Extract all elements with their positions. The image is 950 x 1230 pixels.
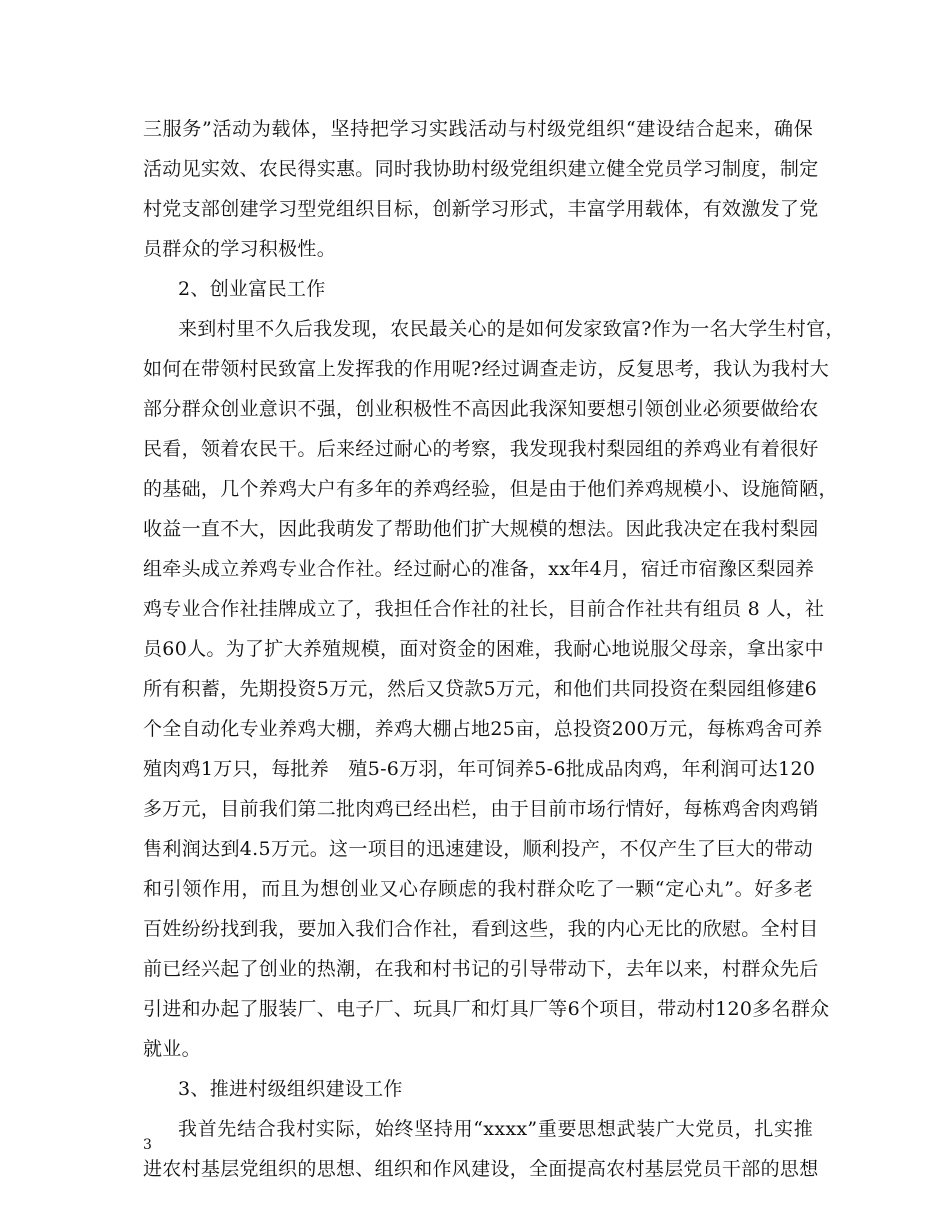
text-line: 的基础，几个养鸡大户有多年的养鸡经验，但是由于他们养鸡规模小、设施简陋， (143, 478, 838, 500)
text-line: 售利润达到4.5万元。这一项目的迅速建设，顺利投产，不仅产生了巨大的带动 (143, 838, 813, 860)
text-line: 活动见实效、农民得实惠。同时我协助村级党组织建立健全党员学习制度，制定 (143, 158, 819, 180)
text-line: 员群众的学习积极性。 (143, 238, 337, 260)
text-line: 和引领作用，而且为想创业又心存顾虑的我村群众吃了一颗“定心丸”。好多老 (143, 878, 813, 900)
text-line: 部分群众创业意识不强，创业积极性不高因此我深知要想引领创业必须要做给农 (143, 398, 819, 420)
text-line: 村党支部创建学习型党组织目标，创新学习形式，丰富学用载体，有效激发了党 (143, 198, 819, 220)
text-line: 就业。 (143, 1038, 201, 1060)
text-line: 殖肉鸡1万只，每批养 殖5-6万羽，年可饲养5-6批成品肉鸡，年利润可达120 (143, 758, 816, 780)
text-line: 个全自动化专业养鸡大棚，养鸡大棚占地25亩，总投资200万元，每栋鸡舍可养 (143, 718, 823, 740)
text-line: 三服务”活动为载体，坚持把学习实践活动与村级党组织“建设结合起来，确保 (143, 118, 813, 140)
text-line: 收益一直不大，因此我萌发了帮助他们扩大规模的想法。因此我决定在我村梨园 (143, 518, 819, 540)
page-number: 3 (143, 1137, 152, 1153)
text-line: 进农村基层党组织的思想、组织和作风建设，全面提高农村基层党员干部的思想 (143, 1158, 819, 1180)
text-line: 鸡专业合作社挂牌成立了，我担任合作社的社长，目前合作社共有组员 8 人，社 (143, 598, 825, 620)
paragraph-first-line: 我首先结合我村实际，始终坚持用“xxxx”重要思想武装广大党员，扎实推 (178, 1118, 813, 1140)
text-line: 百姓纷纷找到我，要加入我们合作社，看到这些，我的内心无比的欣慰。全村目 (143, 918, 819, 940)
text-line: 前已经兴起了创业的热潮，在我和村书记的引导带动下，去年以来，村群众先后 (143, 958, 819, 980)
text-line: 民看，领着农民干。后来经过耐心的考察，我发现我村梨园组的养鸡业有着很好 (143, 438, 819, 460)
section-heading: 2、创业富民工作 (178, 278, 326, 300)
text-line: 多万元，目前我们第二批肉鸡已经出栏，由于目前市场行情好，每栋鸡舍肉鸡销 (143, 798, 819, 820)
text-line: 引进和办起了服装厂、电子厂、玩具厂和灯具厂等6个项目，带动村120多名群众 (143, 998, 830, 1020)
text-line: 如何在带领村民致富上发挥我的作用呢?经过调查走访，反复思考，我认为我村大 (143, 358, 829, 380)
paragraph-first-line: 来到村里不久后我发现，农民最关心的是如何发家致富?作为一名大学生村官， (178, 318, 845, 340)
text-line: 员60人。为了扩大养殖规模，面对资金的困难，我耐心地说服父母亲，拿出家中 (143, 638, 824, 660)
text-line: 所有积蓄，先期投资5万元，然后又贷款5万元，和他们共同投资在梨园组修建6 (143, 678, 818, 700)
text-line: 组牵头成立养鸡专业合作社。经过耐心的准备，xx年4月，宿迁市宿豫区梨园养 (143, 558, 815, 580)
section-heading: 3、推进村级组织建设工作 (178, 1078, 403, 1100)
